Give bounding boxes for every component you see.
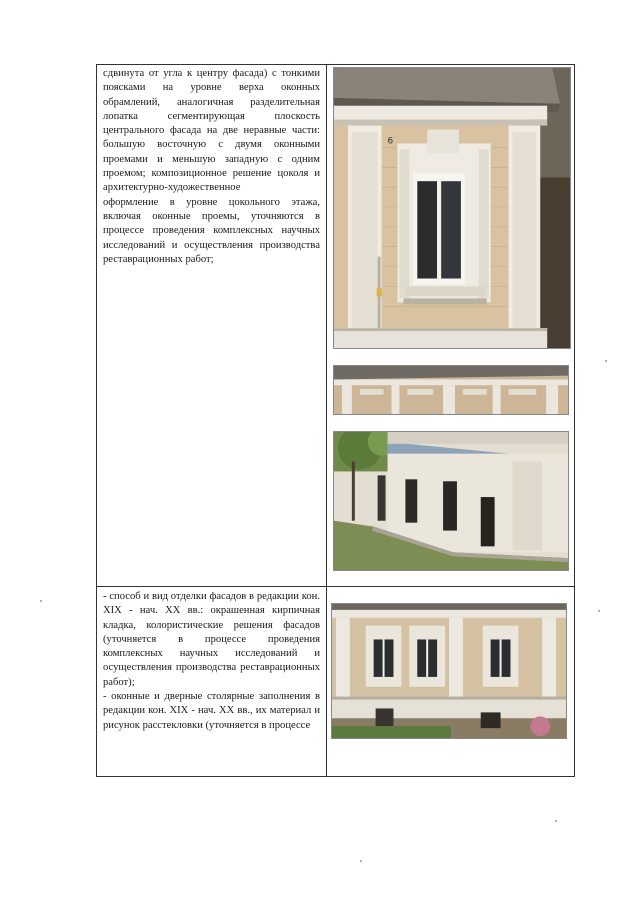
- scan-speck: [555, 820, 557, 822]
- scan-speck: [598, 610, 600, 612]
- facade-window-photo: [333, 67, 571, 349]
- svg-text:6: 6: [387, 136, 394, 147]
- description-cell: - способ и вид отделки фасадов в редакции кон. XIX - нач. XX вв.: окрашенная кирпичная кладка, колористические решения фасадов (уточняется в процессе проведения комплексных научных исследований и осуществления производства реставрационных работ); - оконные и дверные столярные заполнения в редакции кон. XIX - нач. XX вв., их материал и рисунок расстекловки (уточняется в процессе: [103, 591, 320, 731]
- description-cell: сдвинута от угла к центру фасада) с тонкими поясками на уровне верха оконных обрамлений, аналогичная разделительная лопатка сегментирующая плоскость центрального фасада на две неравные части: большую восточную с двумя оконными проемами и меньшую западную с одним проемом; композиционное решение цоколя и архитектурно-художественное оформление в уровне цокольного этажа, включая оконные проемы, уточняются в процессе проведения комплексных научных исследований и осуществления производства реставрационных работ;: [103, 68, 320, 265]
- scan-speck: [605, 360, 607, 362]
- scan-speck: [360, 860, 362, 862]
- table-row: [97, 587, 574, 777]
- document-table: [96, 64, 575, 777]
- scan-speck: [40, 600, 42, 602]
- column-divider: [326, 65, 327, 586]
- facade-windows-photo: [331, 603, 567, 739]
- basement-wall-photo: [333, 431, 569, 571]
- roofline-photo: [333, 365, 569, 415]
- column-divider: [326, 587, 327, 777]
- table-row: [97, 65, 574, 587]
